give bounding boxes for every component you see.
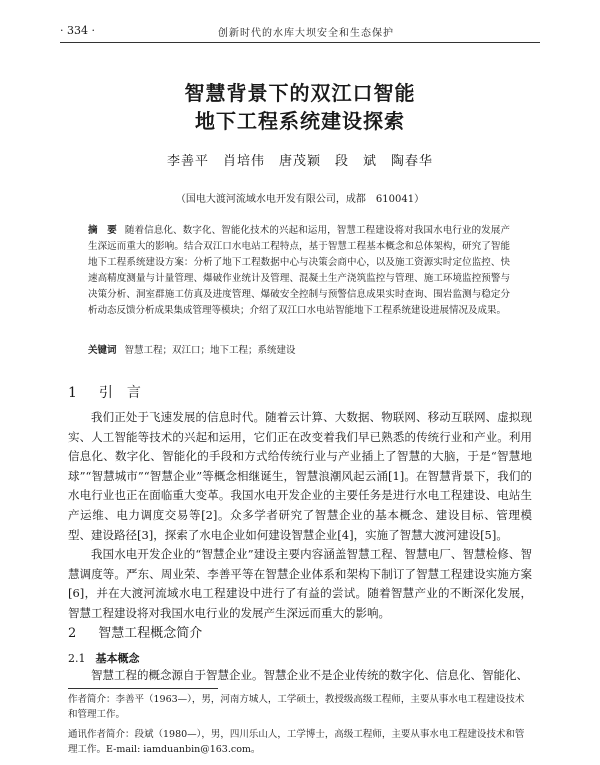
abstract-text: 随着信息化、数字化、智能化技术的兴起和运用，智慧工程建设将对我国水电行业的发展产生深远而重大的影响。结合双江口水电站工程特点，基于智慧工程基本概念和总体架构，研究了智能地下工程系统建设方案：分析了地下工程数据中心与决策会商中心，以及施工资源实时定位监控、快速高精度测量与计量管理、爆破作业统计及管理、混凝土生产浇筑监控与管理、施工环境监控预警与决策分析、洞室群施工仿真及进度管理、爆破安全控制与预警信息成果实时查询、围岩监测与稳定分析动态反馈分析成果集成管理等模块；介绍了双江口水电站智能地下工程系统建设进展情况及成果。 — [88, 225, 510, 316]
keywords — [88, 343, 510, 359]
section-heading-concept — [68, 622, 202, 641]
header-rule — [60, 42, 540, 43]
footnote-corresponding-author: 通讯作者简介：段斌（1980—），男，四川乐山人，工学博士，高级工程师，主要从事水电工程建设技术和管理工作。E-mail: iamduanbin@163.com。 — [68, 729, 525, 755]
subsection-heading-basic-concept — [68, 650, 140, 666]
abstract — [88, 223, 510, 319]
section-heading-introduction — [68, 382, 141, 402]
section-title: 智慧工程概念简介 — [98, 626, 203, 641]
section-number: 2 — [68, 626, 77, 641]
intro-paragraph-1: 我们正处于飞速发展的信息时代。随着云计算、大数据、物联网、移动互联网、虚拟现实、人工智能等技术的兴起和运用，它们正在改变着我们早已熟悉的传统行业和产业。利用信息化、数字化、智能化的手段和方式给传统行业与产业插上了智慧的大脑，于是“智慧地球”“智慧城市”“智慧企业”等概念相继诞生，智慧浪潮风起云涌[1]。在智慧背景下，我们的水电行业也正在面临重大变革。我国水电开发企业的主要任务是进行水电工程建设、电站生产运维、电力调度交易等[2]。众多学者研究了智慧企业的基本概念、建设目标、管理模型、建设路径[3]，探索了水电企业如何建设智慧企业[4]，实施了智慧大渡河建设[5]。 — [68, 410, 532, 542]
concept-paragraph: 智慧工程的概念源自于智慧企业。智慧企业不是企业传统的数字化、信息化、智能化、 — [91, 668, 528, 682]
footnote-author: 作者简介：李善平（1963—），男，河南方城人，工学硕士，教授级高级工程师，主要从事水电工程建设技术和管理工作。 — [68, 694, 525, 720]
article-title-line-1: 智慧背景下的双江口智能 — [184, 81, 416, 105]
keywords-label: 关键词 — [88, 345, 117, 356]
article-title-line-2: 地下工程系统建设探索 — [195, 109, 405, 133]
running-header — [60, 24, 540, 40]
section-title: 引 言 — [98, 385, 141, 401]
author-list: 李善平 肖培伟 唐茂颖 段 斌 陶春华 — [166, 154, 433, 169]
intro-paragraph-2: 我国水电开发企业的“智慧企业”建设主要内容涵盖智慧工程、智慧电厂、智慧检修、智慧调度等。严东、周业荣、李善平等在智慧企业体系和架构下制订了智慧工程建设实施方案[6]，并在大渡河流域水电工程建设中进行了有益的尝试。随着智慧产业的不断深化发展，智慧工程建设将对我国水电行业的发展产生深远而重大的影响。 — [68, 547, 532, 620]
footnote-rule — [68, 688, 218, 689]
keywords-text: 智慧工程；双江口；地下工程；系统建设 — [124, 345, 296, 356]
journal-name: 创新时代的水库大坝安全和生态保护 — [218, 28, 394, 39]
author-affiliation: （国电大渡河流域水电开发有限公司，成都 610041） — [175, 194, 425, 205]
page-number: · 334 · — [60, 24, 95, 37]
abstract-label: 摘 要 — [88, 225, 117, 236]
subsection-title: 基本概念 — [95, 652, 140, 665]
section-number: 1 — [68, 385, 77, 401]
subsection-number: 2.1 — [68, 652, 86, 665]
